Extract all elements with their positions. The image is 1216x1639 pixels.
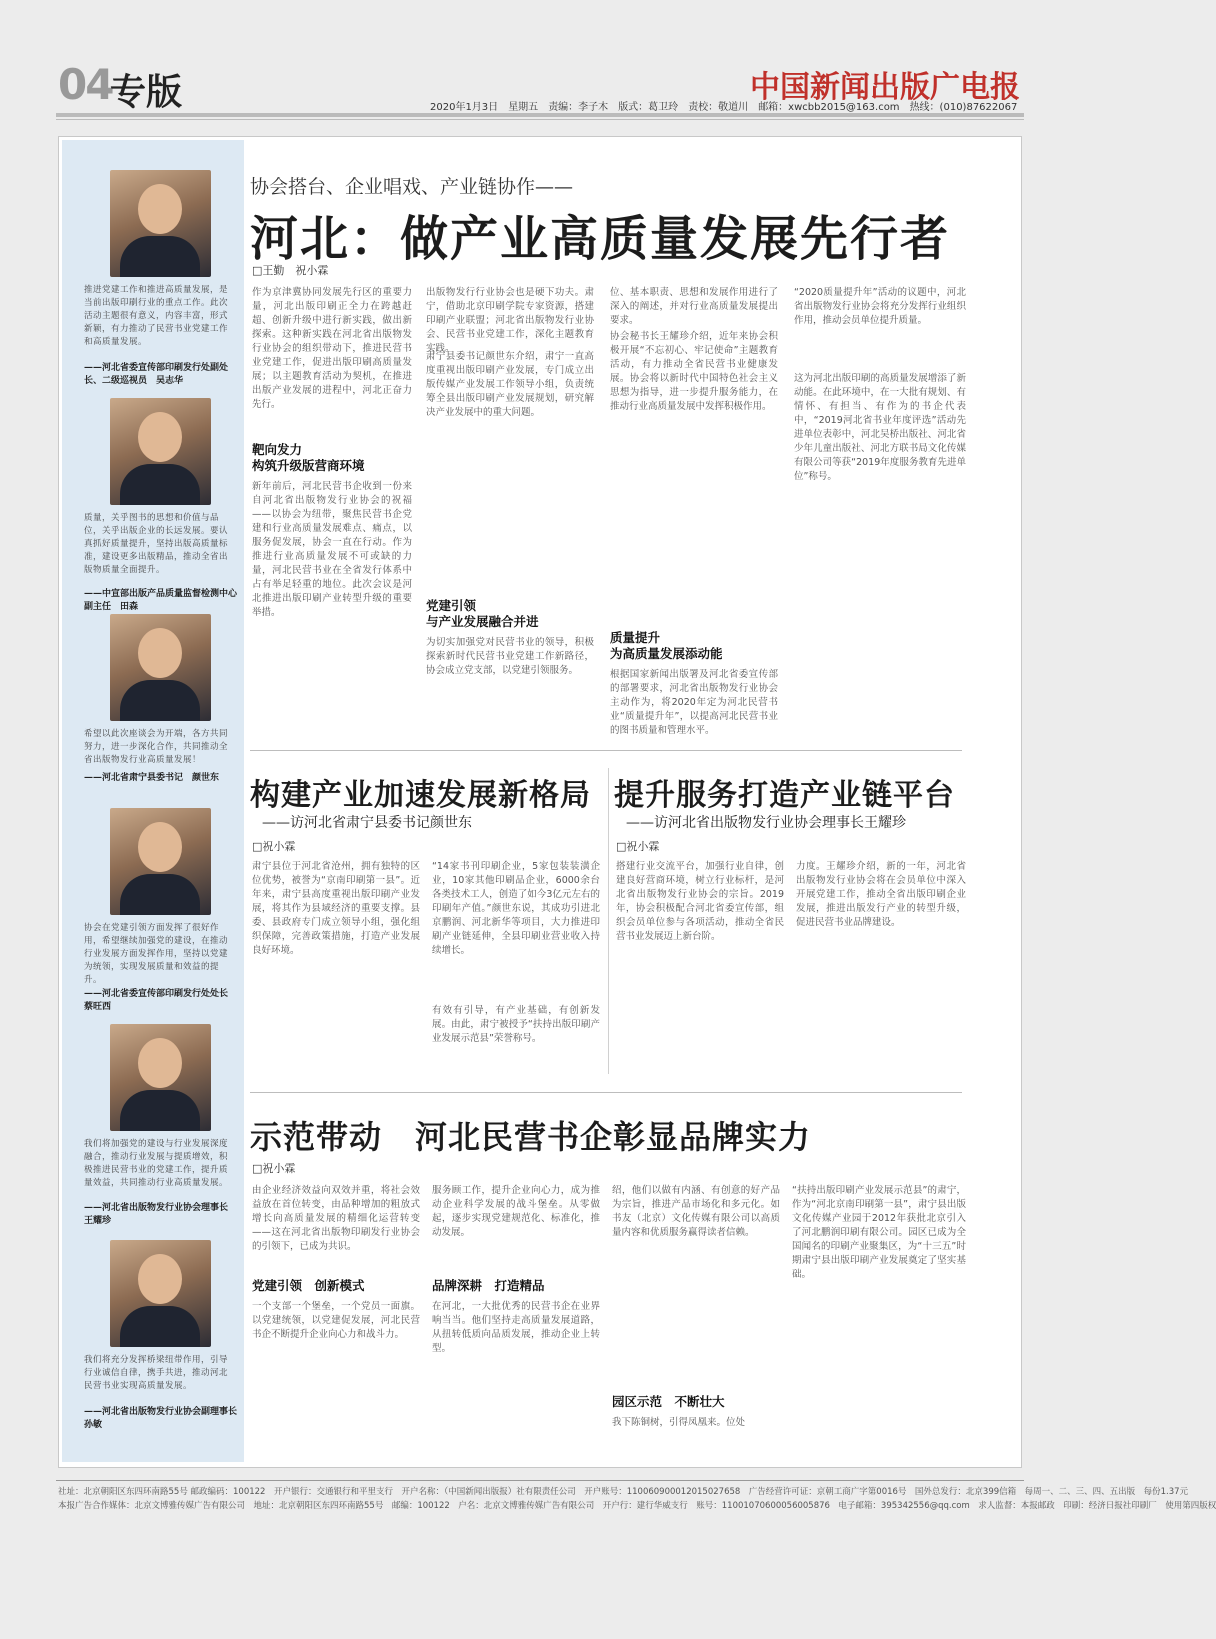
portrait-photo [110, 1024, 211, 1131]
sidebar-signature: ——河北省出版物发行业协会副理事长 孙敏 [84, 1407, 247, 1430]
sidebar-quote: 协会在党建引领方面发挥了很好作用，希望继续加强党的建设，在推动行业发展方面发挥作用，坚持以党建为统领，实现发展质量和效益的提升。 [84, 923, 229, 985]
article-column: 在河北，一大批优秀的民营书企在业界响当当。他们坚持走高质量发展道路，从扭转低质向品质发展，推动企业上转型。 [432, 1301, 600, 1354]
subheading: 党建引领 创新模式 [252, 1278, 365, 1293]
quote-sidebar [62, 140, 247, 1462]
article-column: 由企业经济效益向双效并重，将社会效益放在首位转变，由品种增加的粗放式增长向高质量发展的精细化运营转变——这在河北省出版物印刷发行业协会的引领下，已成为共识。 [252, 1185, 420, 1252]
article-column: 出版物发行行业协会也是硬下功夫。肃宁，借助北京印刷学院专家资源，搭建印刷产业联盟；河北省出版物发行业协会、民营书业党建工作，深化主题教育实践。 [426, 287, 594, 354]
section-divider [250, 1092, 962, 1093]
article-column: 根据国家新闻出版署及河北省委宣传部的部署要求，河北省出版物发行业协会主动作为，将2020年定为河北民营书业“质量提升年”，以提高河北民营书业的图书质量和管理水平。 [610, 669, 778, 736]
issue-meta-bar [430, 98, 1024, 113]
interview-headline: 构建产业加速发展新格局 [250, 778, 591, 813]
article-column: 我下陈铜树，引得凤凰来。位处 [612, 1417, 746, 1428]
email: 邮箱：xwcbb2015@163.com [758, 102, 900, 113]
sidebar-quote: 希望以此次座谈会为开端，各方共同努力，进一步深化合作，共同推动全省出版物发行业高质量发展！ [84, 729, 229, 765]
subheading: 质量提升 [610, 630, 661, 645]
header-rule-thin [56, 119, 1024, 120]
sidebar-signature: ——河北省委宣传部印刷发行处副处长、二级巡视员 吴志华 [84, 363, 229, 386]
hotline: 热线：(010)87622067 [909, 102, 1018, 113]
byline: □王勤 祝小霖 [252, 264, 329, 277]
section-divider [250, 750, 962, 751]
feature-headline: 示范带动 河北民营书企彰显品牌实力 [250, 1118, 812, 1156]
subheading: 党建引领 [426, 598, 477, 613]
portrait-photo [110, 170, 211, 277]
interview-headline: 提升服务打造产业链平台 [614, 778, 955, 813]
subheading: 靶向发力 [252, 442, 303, 457]
portrait-photo [110, 398, 211, 505]
sidebar-signature: ——中宣部出版产品质量监督检测中心副主任 田森 [84, 589, 238, 612]
subheading: 品牌深耕 打造精品 [432, 1278, 545, 1293]
article-column: 搭建行业交流平台，加强行业自律，创建良好营商环境，树立行业标杆，是河北省出版物发行业协会的宗旨。2019年，协会积极配合河北省委宣传部，组织会员单位参与各项活动，推动全省民营书业发展迈上新台阶。 [616, 861, 784, 942]
page-number: 04 [58, 60, 113, 109]
issue-weekday: 星期五 [508, 102, 539, 113]
sidebar-quote: 我们将充分发挥桥梁纽带作用，引导行业诚信自律，携手共进，推动河北民营书业实现高质量发展。 [84, 1355, 229, 1391]
article-column: 一个支部一个堡垒，一个党员一面旗。以党建统领，以党建促发展，河北民营书企不断提升企业向心力和战斗力。 [252, 1301, 420, 1340]
byline: □祝小霖 [252, 840, 296, 853]
sidebar-signature: ——河北省委宣传部印刷发行处处长 蔡旺西 [84, 989, 238, 1012]
sidebar-quote: 推进党建工作和推进高质量发展，是当前出版印刷行业的重点工作。此次活动主题很有意义，内容丰富，形式新颖，有力推动了民营书业党建工作和高质量发展。 [84, 285, 229, 347]
article-column: “2020质量提升年”活动的议题中，河北省出版物发行业协会将充分发挥行业组织作用，推动会员单位提升质量。 [794, 287, 966, 326]
issue-date: 2020年1月3日 [430, 102, 499, 113]
interview-subtitle: ——访河北省出版物发行业协会理事长王耀珍 [626, 815, 906, 831]
sidebar-signature: ——河北省出版物发行业协会理事长 王耀珍 [84, 1203, 238, 1226]
article-column: 作为京津冀协同发展先行区的重要力量，河北出版印刷正全力在跨越赶超、创新升级中进行新实践，做出新探索。这种新实践在河北省出版物发行业协会的组织带动下，推进民营书业党建工作，促进出版印刷高质量发展；以主题教育活动为契机，在推进出版产业发展的进程中，河北正奋力先行。 [252, 287, 412, 410]
article-column: 力度。王耀珍介绍，新的一年，河北省出版物发行业协会将在会员单位中深入开展党建工作，推动全省出版印刷企业发展，推进出版发行产业的转型升级，促进民营书业品牌建设。 [796, 861, 966, 928]
article-column: 服务顾工作，提升企业向心力，成为推动企业科学发展的战斗堡垒。从零做起，逐步实现党建规范化、标准化，推动发展。 [432, 1185, 600, 1238]
byline: □祝小霖 [616, 840, 660, 853]
main-headline: 河北：做产业高质量发展先行者 [250, 211, 951, 267]
column-divider [608, 768, 609, 1074]
article-column: “14家书刊印刷企业，5家包装装潢企业，10家其他印刷品企业，6000余台各类技术工人，创造了如今3亿元左右的印刷年产值。”颜世东说，其成功引进北京鹏润、河北新华等项目，大力推进印刷产业链延伸，全县印刷业营业收入持续增长。 [432, 861, 600, 956]
portrait-photo [110, 614, 211, 721]
article-column: 这为河北出版印刷的高质量发展增添了新动能。在此环境中，在一大批有规划、有情怀、有担当、有作为的书企代表中，“2019河北省书业年度评选”活动先进单位表彰中，河北吴桥出版社、河北省少年儿童出版社、河北方联书局文化传媒有限公司等获“2019年度服务教育先进单位”称号。 [794, 373, 966, 482]
subheading: 园区示范 不断壮大 [612, 1394, 725, 1409]
newspaper-logo: 中国新闻出版广电报 [750, 70, 1020, 105]
interview-subtitle: ——访河北省肃宁县委书记颜世东 [262, 815, 472, 831]
subheading: 与产业发展融合并进 [426, 614, 539, 629]
sidebar-signature: ——河北省肃宁县委书记 颜世东 [84, 773, 220, 783]
section-title: 专版 [110, 71, 183, 113]
editor: 责编：李子木 [548, 102, 609, 113]
article-kicker: 协会搭台、企业唱戏、产业链协作—— [250, 176, 574, 198]
subheading: 构筑升级版营商环境 [252, 458, 365, 473]
article-column: 协会秘书长王耀珍介绍，近年来协会积极开展“不忘初心、牢记使命”主题教育活动，有力推动全省民营书业健康发展。协会将以新时代中国特色社会主义思想为指导，进一步提升服务能力，在推动行业高质量发展中发挥积极作用。 [610, 331, 778, 412]
article-column: 新年前后，河北民营书企收到一份来自河北省出版物发行业协会的祝福——以协会为纽带，聚焦民营书企党建和行业高质量发展难点、痛点，以服务促发展，协会一直在行动。作为推进行业高质量发展不可或缺的力量，河北民营书业在全省发行体系中占有举足轻重的地位。此次会议是河北推进出版印刷产业转型升级的重要举措。 [252, 481, 412, 618]
article-column: 位、基本职责、思想和发展作用进行了深入的阐述，并对行业高质量发展提出要求。 [610, 287, 778, 326]
article-column: 为切实加强党对民营书业的领导，积极探索新时代民营书业党建工作新路径，协会成立党支部，以党建引领服务。 [426, 637, 594, 676]
proofreader: 责校：敬道川 [688, 102, 749, 113]
portrait-photo [110, 808, 211, 915]
article-column: 肃宁县委书记颜世东介绍，肃宁一直高度重视出版印刷产业发展，专门成立出版传媒产业发展工作领导小组，负责统筹全县出版印刷产业发展规划，研究解决产业发展中的重大问题。 [426, 351, 594, 418]
article-column: 绍，他们以做有内涵、有创意的好产品为宗旨，推进产品市场化和多元化。如书友（北京）文化传媒有限公司以高质量内容和优质服务赢得读者信赖。 [612, 1185, 780, 1238]
sidebar-quote: 质量，关乎图书的思想和价值与品位，关乎出版企业的长远发展。要认真抓好质量提升，坚持出版高质量标准，建设更多出版精品，推动全省出版物质量全面提升。 [84, 513, 229, 575]
portrait-photo [110, 1240, 211, 1347]
footer-info-line: 社址：北京朝阳区东四环南路55号 邮政编码：100122 开户银行：交通银行和平里支行 开户名称：（中国新闻出版报）社有限责任公司 开户账号：110060900012015027658 广告经营许可证：京朝工商广字第0016号 国外总发行：北京399信箱 每周一、二、三、四、五出版 每份1.37元 [58, 1487, 1189, 1497]
subheading: 为高质量发展添动能 [610, 646, 723, 661]
article-column: 肃宁县位于河北省沧州，拥有独特的区位优势，被誉为“京南印刷第一县”。近年来，肃宁县高度重视出版印刷产业发展，将其作为县域经济的重要支撑。县委、县政府专门成立领导小组，强化组织保障，完善政策措施，打造产业发展良好环境。 [252, 861, 420, 956]
sidebar-quote: 我们将加强党的建设与行业发展深度融合，推动行业发展与提质增效，积极推进民营书业的党建工作，提升质量效益，共同推动行业高质量发展。 [84, 1139, 229, 1188]
article-column: “扶持出版印刷产业发展示范县”的肃宁，作为“河北京南印刷第一县”，肃宁县出版文化传媒产业园于2012年获批北京引入了河北鹏润印刷有限公司。园区已成为全国闻名的印刷产业聚集区，为“十三五”时期肃宁县出版印刷产业发展奠定了坚实基础。 [792, 1185, 966, 1280]
byline: □祝小霖 [252, 1162, 296, 1175]
footer-info-line: 本报广告合作媒体：北京文博雅传媒广告有限公司 地址：北京朝阳区东四环南路55号 邮编：100122 户名：北京文博雅传媒广告有限公司 开户行：建行华威支行 账号：11001070600056005876 电子邮箱：395342556@qq.com 求人监督：本报邮政 印刷：经济日报社印刷厂 使用第四版权 [58, 1501, 1216, 1511]
footer-rule [56, 1480, 1024, 1481]
article-column: 有效有引导，有产业基础，有创新发展。由此，肃宁被授予“扶持出版印刷产业发展示范县”荣誉称号。 [432, 1005, 600, 1044]
header-rule [56, 113, 1024, 117]
layout-editor: 版式：葛卫玲 [618, 102, 679, 113]
